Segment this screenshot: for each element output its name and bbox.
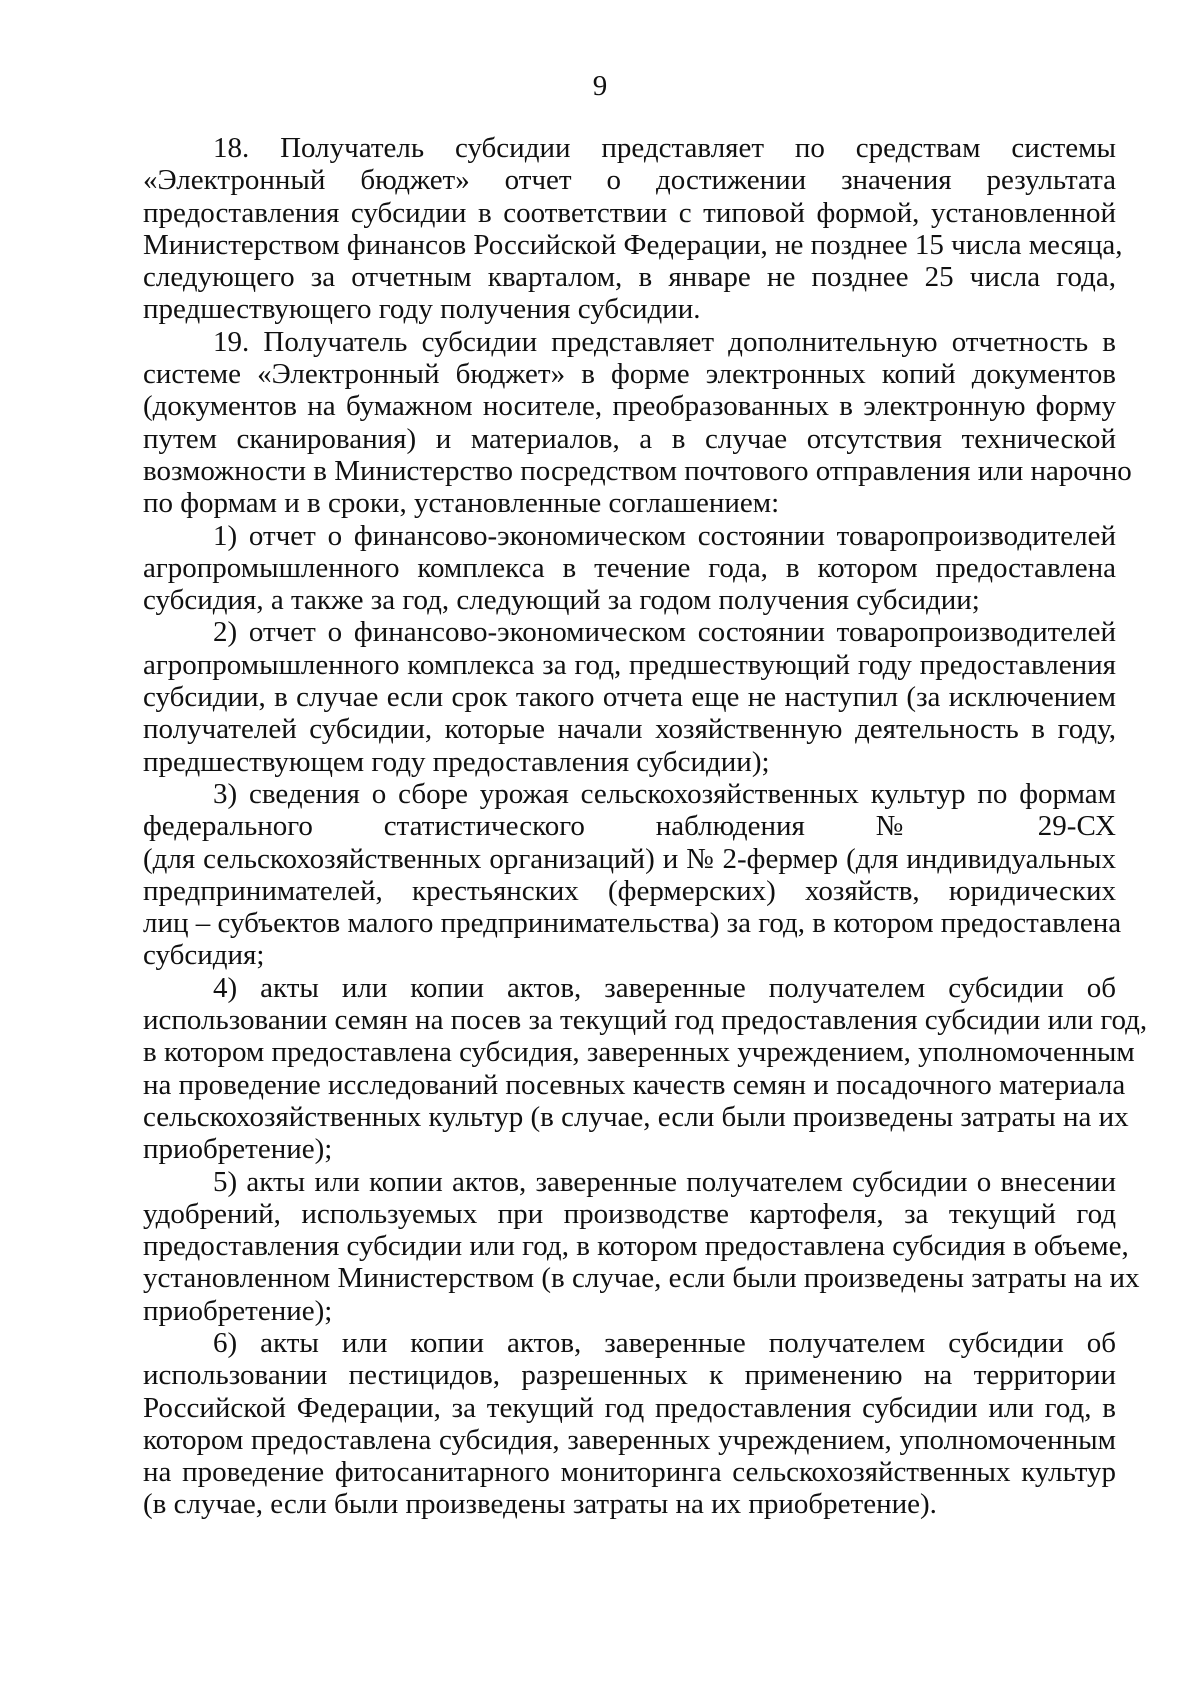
text-line: 2) отчет о финансово-экономическом состоянии товаропроизводителей xyxy=(213,616,1116,649)
text-line: Российской Федерации, за текущий год предоставления субсидии или год, в xyxy=(143,1391,1116,1424)
text-line: следующего за отчетным кварталом, в январе не позднее 25 числа года, xyxy=(143,261,1116,294)
text-line: сельскохозяйственных культур (в случае, если были произведены затраты на их xyxy=(143,1100,1129,1133)
text-line: приобретение); xyxy=(143,1294,333,1327)
document-body xyxy=(143,132,1148,1521)
text-line: по формам и в сроки, установленные соглашением: xyxy=(143,487,780,520)
text-line: приобретение); xyxy=(143,1133,333,1166)
text-line: котором предоставлена субсидия, заверенных учреждением, уполномоченным xyxy=(143,1423,1116,1456)
text-line: агропромышленного комплекса в течение года, в котором предоставлена xyxy=(143,551,1116,584)
text-line: 5) акты или копии актов, заверенные получателем субсидии о внесении xyxy=(213,1165,1116,1198)
text-line: агропромышленного комплекса за год, предшествующий году предоставления xyxy=(143,648,1116,681)
text-line: 3) сведения о сборе урожая сельскохозяйственных культур по формам xyxy=(213,777,1116,810)
list-item-2 xyxy=(143,616,1116,777)
text-line: на проведение исследований посевных качеств семян и посадочного материала xyxy=(143,1068,1126,1101)
text-line: возможности в Министерство посредством почтового отправления или нарочно xyxy=(143,454,1132,487)
text-line: 19. Получатель субсидии представляет дополнительную отчетность в xyxy=(213,325,1116,358)
text-line: удобрений, используемых при производстве картофеля, за текущий год xyxy=(143,1197,1116,1230)
paragraph-19 xyxy=(143,325,1132,520)
text-line: предшествующего году получения субсидии. xyxy=(143,293,701,326)
text-line: 6) акты или копии актов, заверенные получателем субсидии об xyxy=(213,1326,1116,1359)
list-item-3 xyxy=(143,777,1122,972)
text-line: федерального статистического наблюдения № 29-СХ xyxy=(143,810,1116,843)
text-line: установленном Министерством (в случае, если были произведены затраты на их xyxy=(143,1262,1140,1295)
text-line: получателей субсидии, которые начали хозяйственную деятельность в году, xyxy=(143,713,1116,746)
text-line: предпринимателей, крестьянских (фермерских) хозяйств, юридических xyxy=(143,874,1116,907)
text-line: субсидия, а также за год, следующий за годом получения субсидии; xyxy=(143,584,980,617)
list-item-1 xyxy=(143,520,1116,617)
text-line: системе «Электронный бюджет» в форме электронных копий документов xyxy=(143,358,1116,391)
text-line: субсидии, в случае если срок такого отчета еще не наступил (за исключением xyxy=(143,681,1116,714)
text-line: (документов на бумажном носителе, преобразованных в электронную форму xyxy=(143,390,1116,423)
text-line: предоставления субсидии в соответствии с типовой формой, установленной xyxy=(143,196,1116,229)
list-item-4 xyxy=(143,971,1148,1166)
text-line: использовании семян на посев за текущий год предоставления субсидии или год, xyxy=(143,1004,1148,1037)
text-line: 4) акты или копии актов, заверенные получателем субсидии об xyxy=(213,971,1116,1004)
text-line: 1) отчет о финансово-экономическом состоянии товаропроизводителей xyxy=(213,519,1116,552)
text-line: «Электронный бюджет» отчет о достижении значения результата xyxy=(143,164,1116,197)
text-line: использовании пестицидов, разрешенных к применению на территории xyxy=(143,1359,1116,1392)
text-line: (для сельскохозяйственных организаций) и № 2-фермер (для индивидуальных xyxy=(143,842,1116,875)
list-item-6 xyxy=(143,1327,1116,1521)
text-line: в котором предоставлена субсидия, заверенных учреждением, уполномоченным xyxy=(143,1036,1135,1069)
text-line: путем сканирования) и материалов, а в случае отсутствия технической xyxy=(143,422,1116,455)
list-item-5 xyxy=(143,1165,1140,1327)
text-line: на проведение фитосанитарного мониторинга сельскохозяйственных культур xyxy=(143,1456,1116,1489)
text-line: предшествующем году предоставления субсидии); xyxy=(143,745,770,778)
text-line: предоставления субсидии или год, в котором предоставлена субсидия в объеме, xyxy=(143,1230,1129,1263)
text-line: Министерством финансов Российской Федерации, не позднее 15 числа месяца, xyxy=(143,228,1123,261)
text-line: 18. Получатель субсидии представляет по средствам системы xyxy=(213,132,1116,164)
text-line: (в случае, если были произведены затраты на их приобретение). xyxy=(143,1488,937,1521)
text-line: субсидия; xyxy=(143,939,265,972)
text-line: лиц – субъектов малого предпринимательства) за год, в котором предоставлена xyxy=(143,907,1122,940)
paragraph-18 xyxy=(143,132,1123,326)
page-number: 9 xyxy=(592,70,608,102)
